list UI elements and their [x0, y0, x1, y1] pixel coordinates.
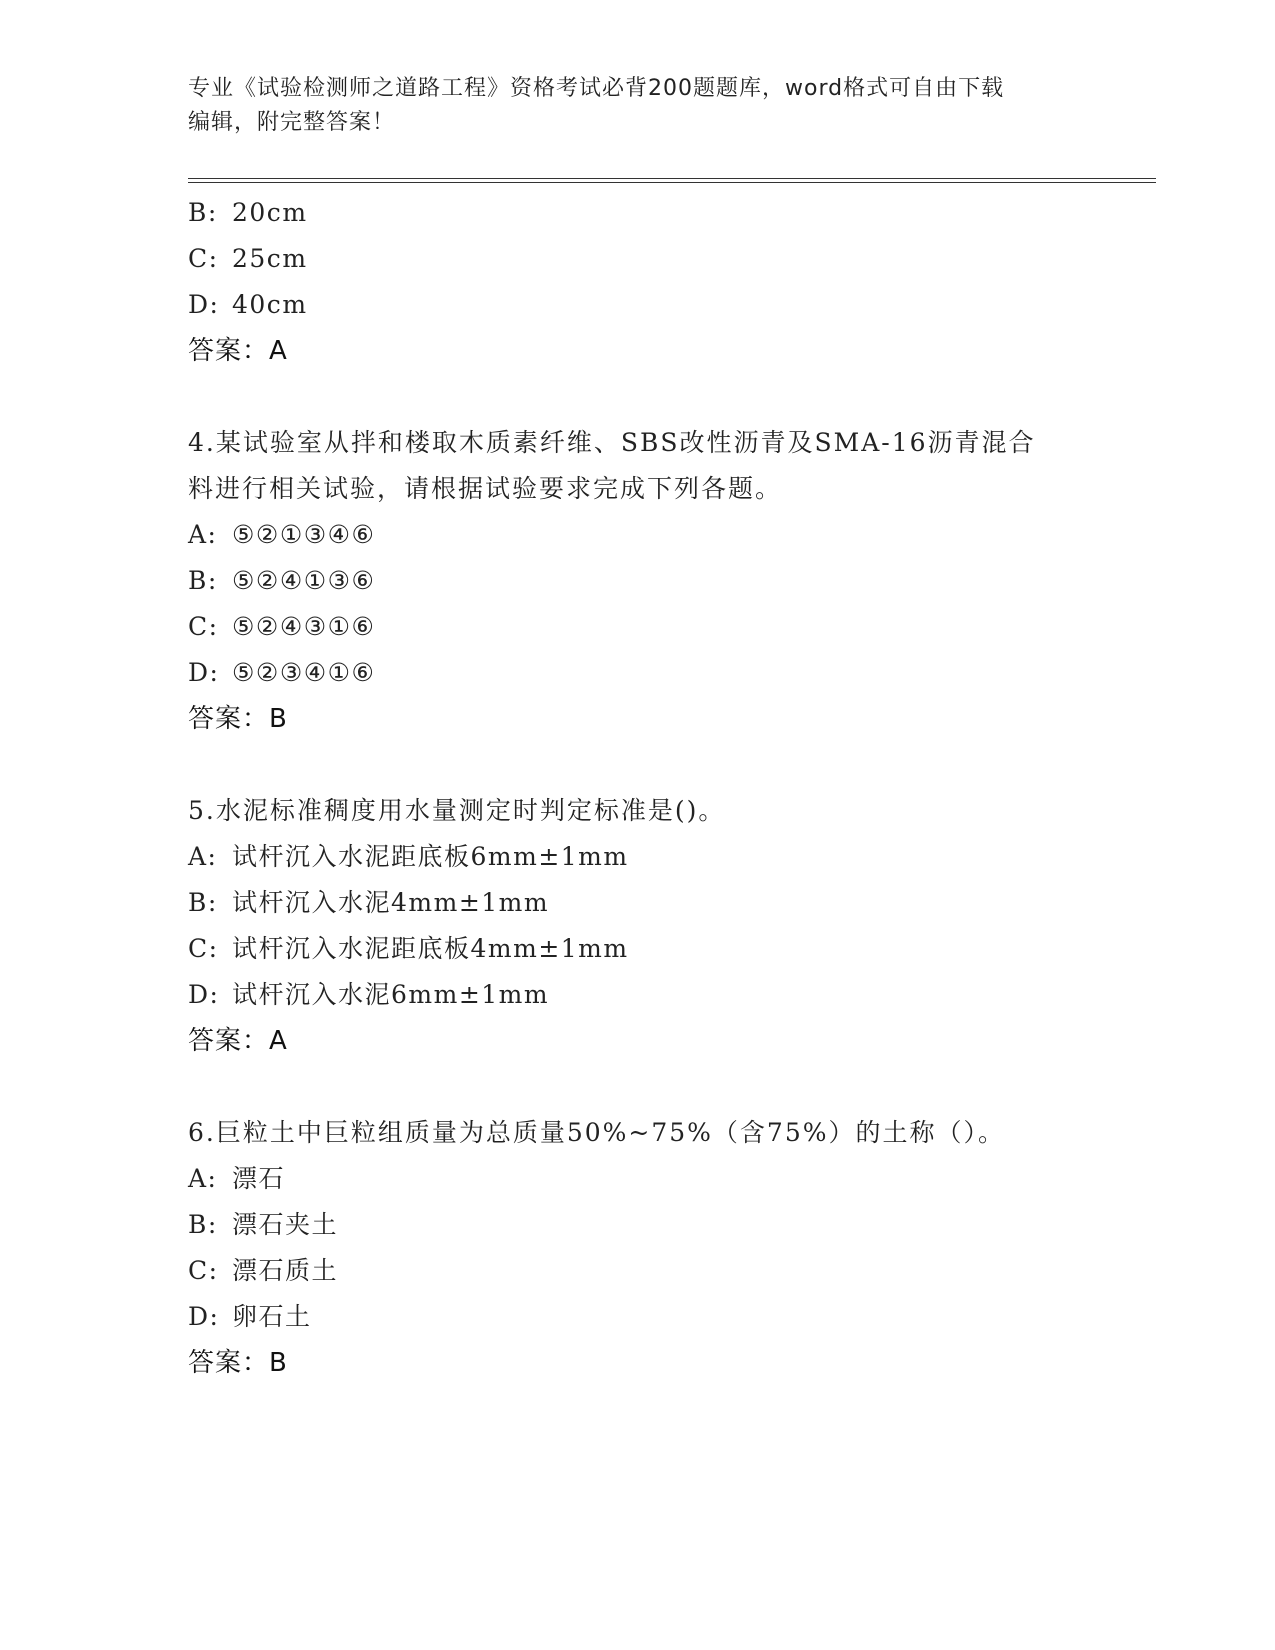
- option-label: B:: [188, 1210, 218, 1239]
- spacer: [188, 374, 1088, 420]
- option-label: B:: [188, 566, 218, 595]
- option-label: A:: [188, 1164, 218, 1193]
- option-label: A:: [188, 520, 218, 549]
- question-block-continued: [188, 190, 1088, 374]
- header-title-line-2: 编辑，附完整答案！: [188, 110, 396, 135]
- option-label: D:: [188, 1302, 220, 1331]
- option-label: B:: [188, 888, 218, 917]
- question-block-5: [188, 788, 1088, 1064]
- option-text: 试杆沉入水泥4mm±1mm: [232, 888, 550, 917]
- answer-line: 答案：B: [188, 704, 288, 734]
- question-stem-line-1: 5.水泥标准稠度用水量测定时判定标准是()。: [188, 796, 726, 825]
- option-a: [188, 1156, 1088, 1202]
- option-label: D:: [188, 658, 220, 687]
- header-title-line-1: 专业《试验检测师之道路工程》资格考试必背200题题库，word格式可自由下载: [188, 76, 1005, 101]
- question-stem-line-1: 4.某试验室从拌和楼取木质素纤维、SBS改性沥青及SMA-16沥青混合: [188, 428, 1036, 457]
- option-text: 漂石: [232, 1164, 286, 1193]
- question-stem: [188, 420, 1088, 512]
- option-d: [188, 282, 1088, 328]
- option-label: C:: [188, 244, 219, 273]
- option-d: [188, 972, 1088, 1018]
- option-c: [188, 604, 1088, 650]
- option-label: D:: [188, 980, 220, 1009]
- header-divider-top: [188, 178, 1156, 179]
- option-label: B:: [188, 198, 218, 227]
- question-stem-line-1: 6.巨粒土中巨粒组质量为总质量50%~75%（含75%）的土称（）。: [188, 1118, 1006, 1147]
- spacer: [188, 742, 1088, 788]
- question-block-6: [188, 1110, 1088, 1386]
- option-text: 试杆沉入水泥6mm±1mm: [232, 980, 550, 1009]
- option-text: 漂石质土: [232, 1256, 339, 1285]
- option-c: [188, 236, 1088, 282]
- option-label: A:: [188, 842, 218, 871]
- question-block-4: [188, 420, 1088, 742]
- option-text: ⑤②④①③⑥: [232, 566, 376, 595]
- option-text: 40cm: [232, 290, 308, 319]
- option-label: C:: [188, 612, 219, 641]
- option-a: [188, 512, 1088, 558]
- answer-line: 答案：A: [188, 1026, 288, 1056]
- option-text: 漂石夹土: [232, 1210, 339, 1239]
- option-text: 试杆沉入水泥距底板4mm±1mm: [232, 934, 629, 963]
- document-header: [188, 72, 1088, 140]
- option-b: [188, 1202, 1088, 1248]
- question-stem-line-2: 料进行相关试验，请根据试验要求完成下列各题。: [188, 474, 783, 503]
- spacer: [188, 1064, 1088, 1110]
- option-d: [188, 1294, 1088, 1340]
- option-text: 卵石土: [232, 1302, 312, 1331]
- question-stem: [188, 788, 1088, 834]
- option-text: 试杆沉入水泥距底板6mm±1mm: [232, 842, 629, 871]
- option-c: [188, 1248, 1088, 1294]
- option-c: [188, 926, 1088, 972]
- answer-line: 答案：A: [188, 336, 288, 366]
- option-label: C:: [188, 1256, 219, 1285]
- header-divider-bottom: [188, 182, 1156, 183]
- option-label: D:: [188, 290, 220, 319]
- option-b: [188, 558, 1088, 604]
- option-text: ⑤②④③①⑥: [232, 612, 376, 641]
- question-stem: [188, 1110, 1088, 1156]
- answer-line: 答案：B: [188, 1348, 288, 1378]
- option-text: ⑤②③④①⑥: [232, 658, 376, 687]
- option-text: 25cm: [232, 244, 308, 273]
- option-d: [188, 650, 1088, 696]
- option-b: [188, 190, 1088, 236]
- option-a: [188, 834, 1088, 880]
- option-b: [188, 880, 1088, 926]
- option-label: C:: [188, 934, 219, 963]
- document-body: [188, 190, 1088, 1386]
- option-text: 20cm: [232, 198, 308, 227]
- option-text: ⑤②①③④⑥: [232, 520, 376, 549]
